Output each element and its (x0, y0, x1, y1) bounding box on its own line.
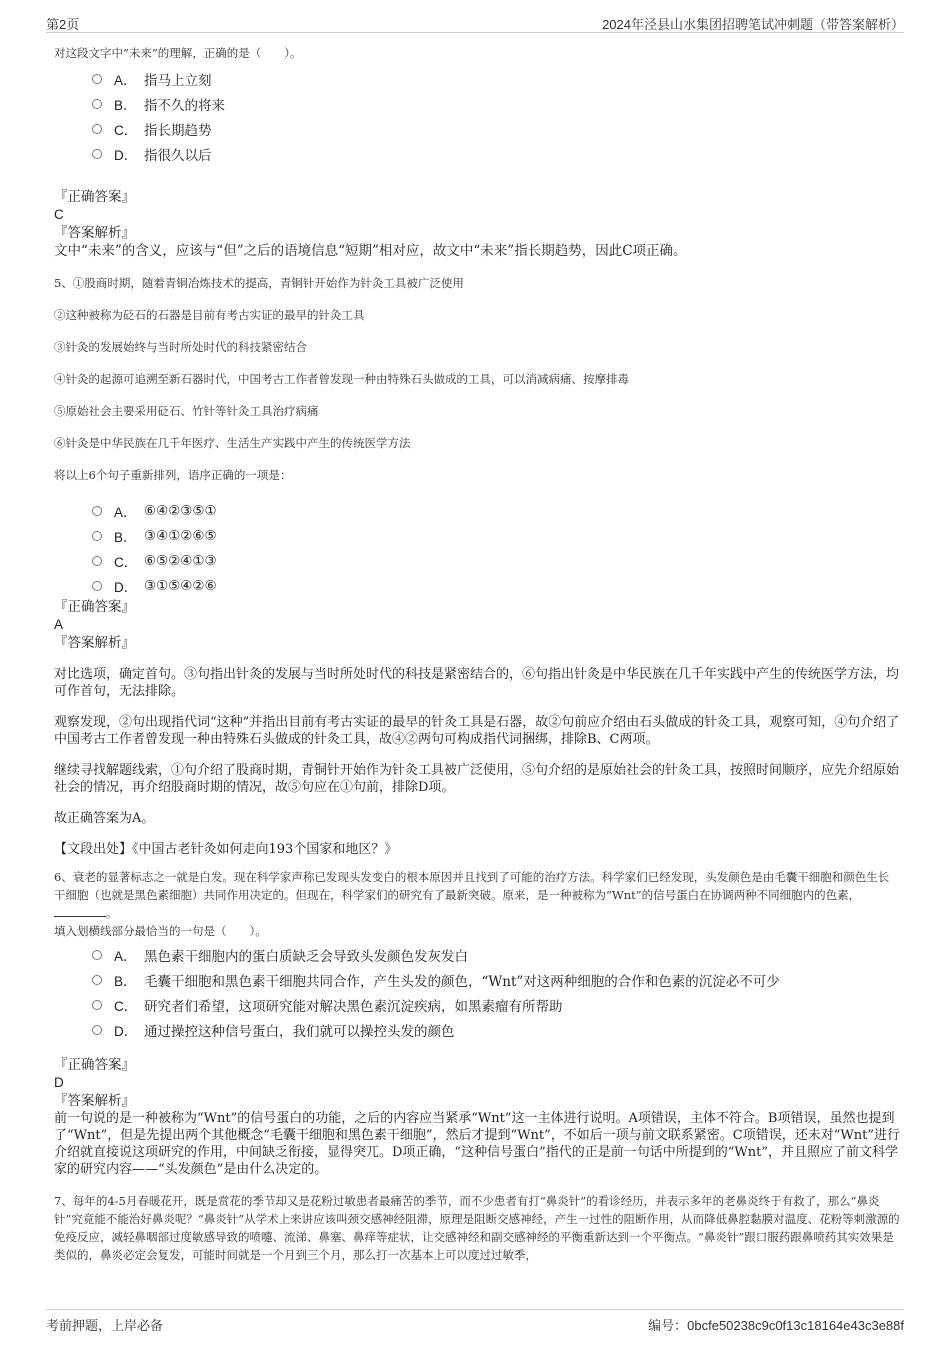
option-text: ⑥④②③⑤① (144, 502, 217, 519)
q5-analysis-para-2: 观察发现，②句出现指代词“这种”并指出目前有考古实证的最早的针灸工具是石器，故②句前应介绍由石头做成的针灸工具，观察可知，④句介绍了中国考古工作者曾发现一种由特殊石头做成的针灸工具，故④②两句可构成指代词捆绑，排除B、C两项。 (54, 715, 900, 747)
q6-stem-end: 。 (106, 906, 118, 920)
option-text: 黑色素干细胞内的蛋白质缺乏会导致头发颜色发灰发白 (144, 948, 468, 965)
q6-analysis-label: 『答案解析』 (54, 1093, 135, 1109)
q6-options (92, 942, 900, 1042)
option-text: 指长期趋势 (144, 122, 212, 139)
document-body (54, 44, 900, 1264)
option-letter: A． (114, 72, 137, 88)
option-letter: B． (114, 529, 137, 545)
page-header (46, 10, 904, 33)
q5-sentence-3: ③针灸的发展始终与当时所处时代的科技紧密结合 (54, 340, 307, 354)
q5-sentence-1: 5、①股商时期，随着青铜冶炼技术的提高，青铜针开始作为针灸工具被广泛使用 (54, 276, 464, 290)
q5-stem: 将以上6个句子重新排列，语序正确的一项是： (54, 468, 292, 482)
q5-analysis-para-1: 对比选项，确定首句。③句指出针灸的发展与当时所处时代的科技是紧密结合的，⑥句指出针灸是中华民族在几千年实践中产生的传统医学方法，均可作首句，无法排除。 (54, 667, 900, 699)
option-text: 指马上立刻 (144, 72, 212, 89)
page-footer (46, 1309, 904, 1332)
q6-option-c[interactable] (92, 992, 900, 1017)
q5-options (92, 498, 900, 598)
q4-analysis-label: 『答案解析』 (54, 225, 135, 241)
q6-stem-text: 6、衰老的显著标志之一就是白发。现在科学家声称已发现头发变白的根本原因并且找到了可能的治疗方法。科学家们已经发现，头发颜色是由毛囊干细胞和颜色生长干细胞（也就是黑色素细胞）共同作用决定的。但现在，科学家们的研究有了最新突破。原来，是一种被称为“Wnt”的信号蛋白在协调两种不同细胞内的色素， (54, 870, 890, 902)
document-title: 2024年泾县山水集团招聘笔试冲刺题（带答案解析） (602, 17, 904, 32)
q4-option-a[interactable] (92, 66, 900, 91)
q6-answer: D (54, 1075, 64, 1090)
q5-analysis-label: 『答案解析』 (54, 635, 135, 651)
q5-sentence-5: ⑤原始社会主要采用砭石、竹针等针灸工具治疗病痛 (54, 404, 319, 418)
radio-icon[interactable] (92, 74, 102, 84)
option-text: 通过操控这种信号蛋白，我们就可以操控头发的颜色 (144, 1023, 455, 1040)
radio-icon[interactable] (92, 506, 102, 516)
option-letter: B． (114, 97, 137, 113)
q5-sentence-2: ②这种被称为砭石的石器是目前有考古实证的最早的针灸工具 (54, 308, 365, 322)
q4-analysis: 文中“未来”的含义，应该与“但”之后的语境信息“短期”相对应，故文中“未来”指长期趋势，因此C项正确。 (54, 243, 687, 259)
option-letter: D． (114, 147, 138, 163)
q6-stem (54, 868, 900, 922)
radio-icon[interactable] (92, 1025, 102, 1035)
q5-option-a[interactable] (92, 498, 900, 523)
q6-option-b[interactable] (92, 967, 900, 992)
option-letter: D． (114, 579, 138, 595)
radio-icon[interactable] (92, 531, 102, 541)
option-letter: C． (114, 554, 138, 570)
q5-sentence-4: ④针灸的起源可追溯至新石器时代，中国考古工作者曾发现一种由特殊石头做成的工具，可以消减病痛、按摩排毒 (54, 372, 629, 386)
option-text: 指很久以后 (144, 147, 212, 164)
option-text: ⑥⑤②④①③ (144, 552, 217, 569)
q5-answer-label: 『正确答案』 (54, 599, 135, 615)
radio-icon[interactable] (92, 124, 102, 134)
document-id: 编号：0bcfe50238c9c0f13c18164e43c3e88f (648, 1318, 904, 1333)
q5-option-c[interactable] (92, 548, 900, 573)
q6-question: 填入划横线部分最恰当的一句是（ ）。 (54, 924, 267, 938)
option-letter: D． (114, 1023, 138, 1039)
option-text: 指不久的将来 (144, 97, 225, 114)
option-text: 毛囊干细胞和黑色素干细胞共同合作，产生头发的颜色，“Wnt”对这两种细胞的合作和色素的沉淀必不可少 (144, 973, 780, 990)
q6-answer-label: 『正确答案』 (54, 1057, 135, 1073)
option-letter: B． (114, 973, 137, 989)
q5-analysis-para-3: 继续寻找解题线索，①句介绍了股商时期，青铜针开始作为针灸工具被广泛使用，⑤句介绍的是原始社会的针灸工具，按照时间顺序，应先介绍原始社会的情况，再介绍股商时期的情况，故⑤句应在①句前，排除D项。 (54, 763, 900, 795)
footer-slogan: 考前押题，上岸必备 (46, 1318, 164, 1333)
q4-answer-label: 『正确答案』 (54, 189, 135, 205)
option-letter: A． (114, 948, 137, 964)
q6-option-d[interactable] (92, 1017, 900, 1042)
q4-option-d[interactable] (92, 141, 900, 166)
q5-source: 【文段出处】《中国古老针灸如何走向193个国家和地区？》 (54, 842, 398, 857)
radio-icon[interactable] (92, 581, 102, 591)
option-letter: C． (114, 998, 138, 1014)
q4-option-c[interactable] (92, 116, 900, 141)
radio-icon[interactable] (92, 99, 102, 109)
radio-icon[interactable] (92, 1000, 102, 1010)
q5-answer: A (54, 617, 64, 632)
option-text: ③④①②⑥⑤ (144, 527, 217, 544)
option-text: 研究者们希望，这项研究能对解决黑色素沉淀疾病，如黑素瘤有所帮助 (144, 998, 563, 1015)
q4-options (92, 66, 900, 166)
option-text: ③①⑤④②⑥ (144, 577, 217, 594)
radio-icon[interactable] (92, 975, 102, 985)
q5-option-b[interactable] (92, 523, 900, 548)
fill-blank (54, 904, 106, 917)
q4-stem: 对这段文字中“未来”的理解，正确的是（ ）。 (54, 46, 302, 60)
option-letter: C． (114, 122, 138, 138)
q6-option-a[interactable] (92, 942, 900, 967)
q4-option-b[interactable] (92, 91, 900, 116)
option-letter: A． (114, 504, 137, 520)
q4-answer: C (54, 207, 64, 222)
q5-analysis-para-4: 故正确答案为A。 (54, 811, 155, 826)
radio-icon[interactable] (92, 950, 102, 960)
page-number: 第2页 (46, 17, 80, 32)
q6-analysis: 前一句说的是一种被称为“Wnt”的信号蛋白的功能，之后的内容应当紧承“Wnt”这一主体进行说明。A项错误，主体不符合。B项错误，虽然也提到了“Wnt”，但是先提出两个其他概念“毛囊干细胞和黑色素干细胞”，然后才提到“Wnt”，不如后一项与前文联系紧密。C项错误，还未对“Wnt”进行介绍就直接说这项研究的作用，中间缺乏衔接，显得突兀。D项正确，“这种信号蛋白”指代的正是前一句话中所提到的“Wnt”，并且照应了前文科学家的研究内容——“头发颜色”是由什么决定的。 (54, 1111, 900, 1177)
q7-stem: 7、每年的4-5月春暖花开，既是赏花的季节却又是花粉过敏患者最痛苦的季节，而不少患者有打“鼻炎针”的看诊经历，并表示多年的老鼻炎终于有救了，那么“鼻炎针”究竟能不能治好鼻炎呢？“鼻炎针”从学术上来讲应该叫颈交感神经阻滞，原理是阻断交感神经，产生一过性的阻断作用，从而降低鼻腔黏膜对温度、花粉等刺激源的免疫反应，减轻鼻咽部过度敏感导致的喷嚏、流涕、鼻塞、鼻痒等症状，让交感神经和副交感神经的平衡重新达到一个平衡点。“鼻炎针”跟口服药跟鼻喷药其实效果是类似的，鼻炎必定会复发，可能时间就是一个月到三个月，那么打一次基本上可以度过过敏季， (54, 1194, 900, 1262)
radio-icon[interactable] (92, 556, 102, 566)
q5-option-d[interactable] (92, 573, 900, 598)
q5-sentence-6: ⑥针灸是中华民族在几千年医疗、生活生产实践中产生的传统医学方法 (54, 436, 411, 450)
radio-icon[interactable] (92, 149, 102, 159)
